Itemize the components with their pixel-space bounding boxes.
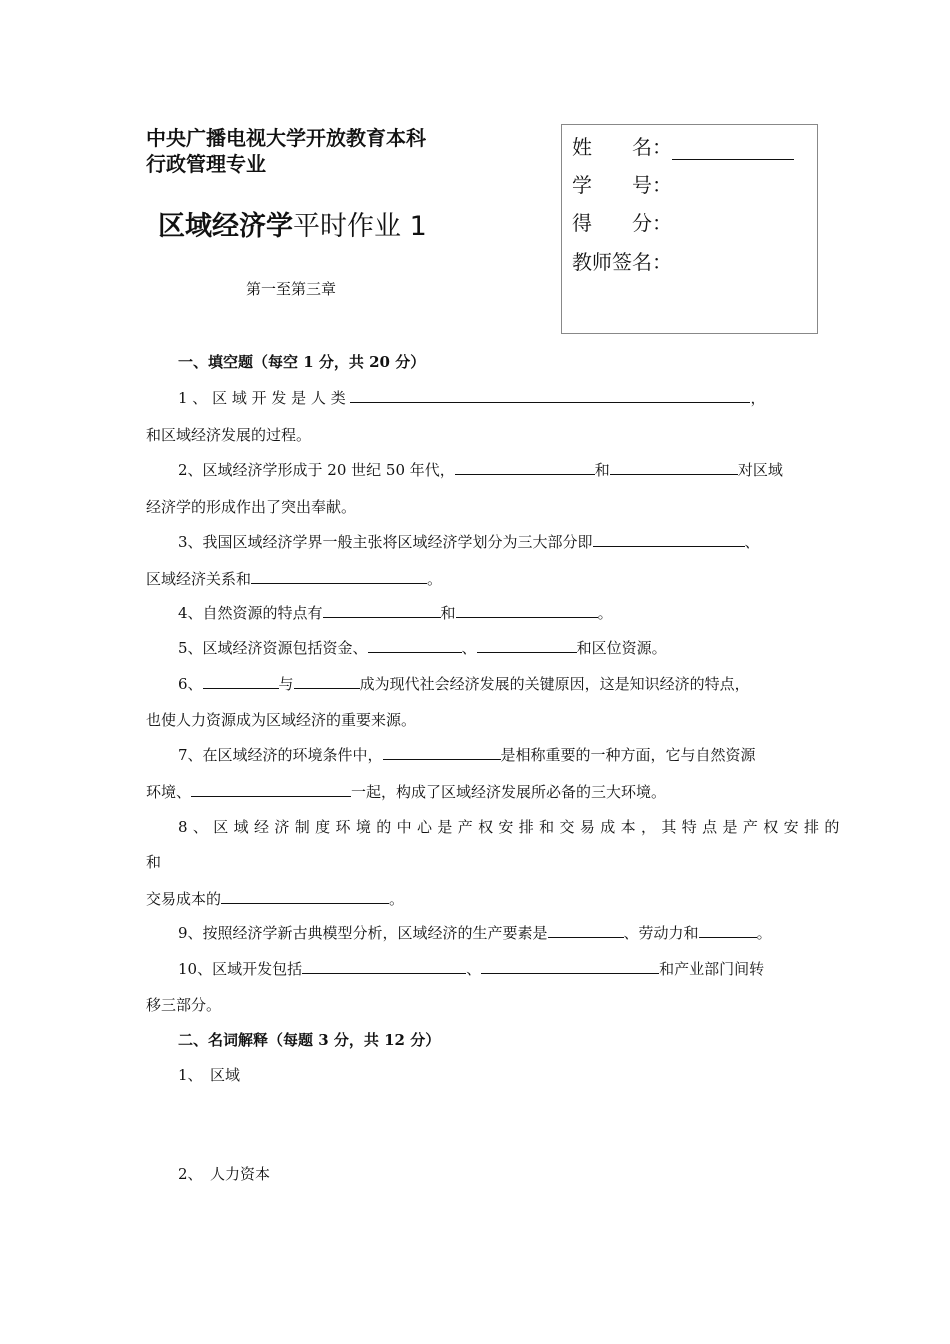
q2-blank-1[interactable]: [455, 459, 595, 475]
name-label: 姓 名：: [572, 135, 672, 159]
question-3: 3、我国区域经济学界一般主张将区域经济学划分为三大部分即 、: [178, 533, 760, 551]
q1-continued: 和区域经济发展的过程。: [146, 426, 312, 444]
q4-blank-2[interactable]: [456, 602, 598, 618]
teacher-signature-label: 教师签名：: [572, 250, 672, 274]
name-field[interactable]: [672, 139, 794, 160]
major-name: 行政管理专业: [146, 152, 266, 176]
chapter-range: 第一至第三章: [246, 280, 337, 298]
section2-heading: 二、名词解释（每题 3 分，共 12 分）: [178, 1031, 441, 1049]
term-1: 1、 区域: [178, 1066, 241, 1084]
q1-blank[interactable]: [350, 387, 750, 403]
q2-blank-2[interactable]: [610, 459, 738, 475]
question-7: 7、在区域经济的环境条件中， 是相称重要的一种方面，它与自然资源: [178, 746, 756, 764]
q6-continued: 也使人力资源成为区域经济的重要来源。: [146, 711, 417, 729]
question-10: 10、区域开发包括 、 和产业部门间转: [178, 960, 765, 978]
q9-blank-2[interactable]: [699, 922, 757, 938]
q1-text: 1 、 区 域 开 发 是 人 类: [178, 389, 346, 407]
q10-blank-2[interactable]: [481, 958, 659, 974]
q6-blank-2[interactable]: [294, 673, 360, 689]
course-name: 区域经济学: [158, 211, 293, 242]
q6-blank-1[interactable]: [203, 673, 279, 689]
section1-heading: 一、填空题（每空 1 分，共 20 分）: [178, 353, 426, 371]
question-1: 1 、 区 域 开 发 是 人 类 ，: [178, 389, 766, 407]
page-title: [158, 210, 427, 244]
question-5: 5、区域经济资源包括资金、 、 和区位资源。: [178, 639, 667, 657]
q7-blank-1[interactable]: [383, 744, 501, 760]
name-row: [572, 131, 794, 160]
q10-continued: 移三部分。: [146, 996, 222, 1014]
q3-continued: 区域经济关系和 。: [146, 570, 443, 588]
q3-blank-1[interactable]: [593, 531, 745, 547]
q8-continued: 交易成本的 。: [146, 890, 405, 908]
q9-blank-1[interactable]: [548, 922, 624, 938]
q2-continued: 经济学的形成作出了突出奉献。: [146, 498, 357, 516]
q7-blank-2[interactable]: [191, 781, 351, 797]
school-header: [146, 125, 426, 177]
q5-blank-1[interactable]: [368, 637, 462, 653]
student-id-label: 学 号：: [572, 173, 672, 197]
q8-blank[interactable]: [221, 888, 389, 904]
question-4: 4、自然资源的特点有 和 。: [178, 604, 613, 622]
question-6: 6、 与 成为现代社会经济发展的关键原因，这是知识经济的特点，: [178, 675, 750, 693]
score-label: 得 分：: [572, 211, 672, 235]
q4-blank-1[interactable]: [323, 602, 441, 618]
question-8: 8 、 区 域 经 济 制 度 环 境 的 中 心 是 产 权 安 排 和 交 易 成 本 ， 其 特 点 是 产 权 安 排 的: [178, 818, 840, 836]
question-9: 9、按照经济学新古典模型分析，区域经济的生产要素是 、劳动力和 。: [178, 924, 772, 942]
school-name: 中央广播电视大学开放教育本科: [146, 126, 426, 150]
assignment-name: 平时作业 1: [293, 211, 427, 242]
q3-blank-2[interactable]: [251, 568, 427, 584]
q7-continued: 环境、 一起，构成了区域经济发展所必备的三大环境。: [146, 783, 667, 801]
q8-and: 和: [146, 853, 162, 871]
question-2: 2、区域经济学形成于 20 世纪 50 年代， 和 对区域: [178, 461, 783, 479]
q5-blank-2[interactable]: [477, 637, 577, 653]
term-2: 2、 人力资本: [178, 1165, 271, 1183]
q10-blank-1[interactable]: [302, 958, 466, 974]
